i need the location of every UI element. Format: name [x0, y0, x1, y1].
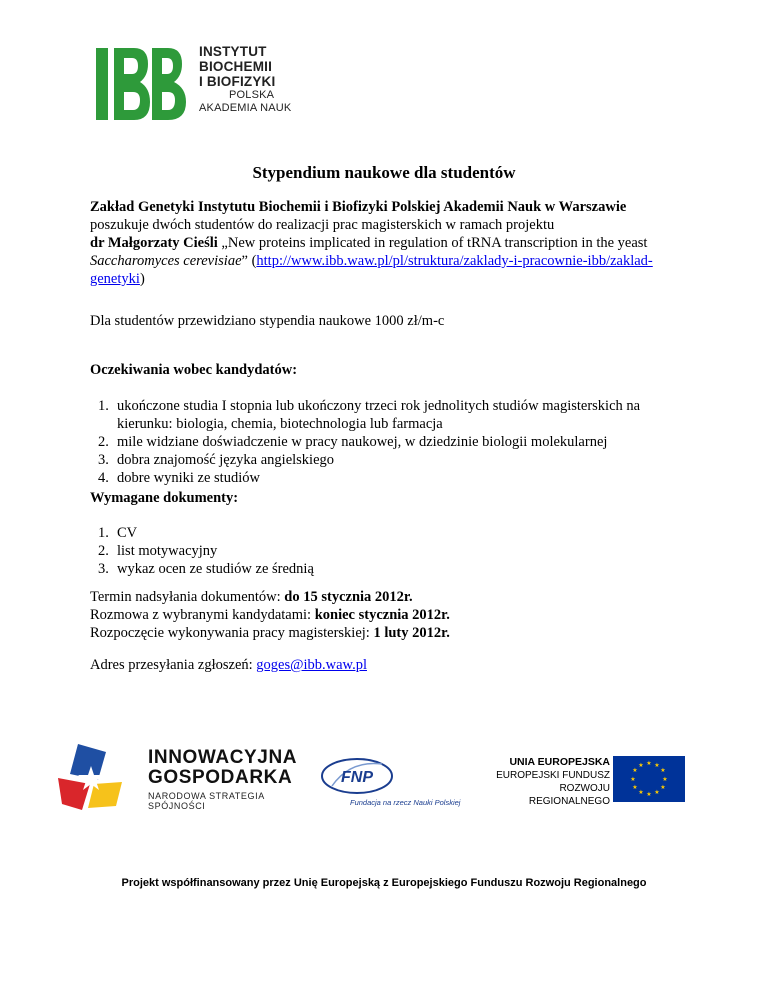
deadline-label: Rozpoczęcie wykonywania pracy magisterskiej: [90, 625, 374, 641]
list-item [90, 542, 690, 560]
supervisor-name: dr Małgorzaty Cieśli [90, 235, 218, 251]
department-link[interactable]: http://www.ibb.waw.pl/pl/struktura/zaklady-i-pracownie-ibb/zaklad-genetyki [90, 253, 653, 287]
ue-line3: ROZWOJU REGIONALNEGO [528, 783, 610, 807]
organism-name: Saccharomyces cerevisiae [90, 253, 242, 269]
ibb-logo-line: I BIOFIZYKI [199, 74, 276, 89]
ue-line1: UNIA EUROPEJSKA [509, 756, 610, 768]
ibb-logo-line: POLSKA [229, 89, 275, 101]
department-name: Zakład Genetyki Instytutu Biochemii i Biofizyki Polskiej Akademii Nauk w Warszawie [90, 199, 627, 215]
list-item [90, 560, 690, 578]
expectations-list [90, 397, 690, 487]
deadline-label: Termin nadsyłania dokumentów: [90, 589, 285, 605]
list-number: 2. [98, 543, 109, 559]
ibb-logo-line: BIOCHEMII [199, 59, 273, 74]
contact-label: Adres przesyłania zgłoszeń: [90, 657, 257, 673]
svg-text:★: ★ [646, 760, 652, 767]
list-item [90, 524, 690, 542]
list-number: 1. [98, 525, 109, 541]
list-item [90, 451, 690, 469]
ig-star-icon [58, 744, 124, 810]
list-number: 3. [98, 561, 109, 577]
documents-heading: Wymagane dokumenty: [90, 490, 239, 506]
ibb-logo [96, 44, 316, 122]
svg-text:★: ★ [654, 789, 660, 796]
list-number: 2. [98, 434, 109, 450]
svg-text:★: ★ [638, 762, 644, 769]
ig-logo-text [148, 748, 297, 811]
deadline-value: 1 luty 2012r. [373, 625, 450, 641]
fnp-abbr: FNP [341, 769, 373, 786]
ibb-logo-mark [96, 48, 186, 120]
list-item-text: dobre wyniki ze studiów [117, 470, 260, 486]
ue-text [480, 756, 610, 808]
eu-flag-icon [613, 756, 685, 802]
svg-text:★: ★ [660, 784, 666, 791]
document-title: Stypendium naukowe dla studentów [252, 163, 516, 182]
list-item-text: list motywacyjny [117, 543, 218, 559]
list-number: 1. [98, 398, 109, 414]
sponsor-logos [30, 706, 730, 826]
ue-line2: EUROPEJSKI FUNDUSZ [496, 770, 610, 781]
svg-text:★: ★ [662, 776, 668, 783]
deadlines [90, 588, 690, 642]
ig-line3: NARODOWA STRATEGIA SPÓJNOŚCI [148, 791, 265, 811]
ibb-logo-line: INSTYTUT [199, 44, 267, 59]
list-item-text: ukończone studia I stopnia lub ukończony trzeci rok jednolitych studiów magisterskich na kierunku: biologia, chemia, biotechnologia lub farmacja [117, 398, 641, 432]
list-number: 3. [98, 452, 109, 468]
deadline-value: koniec stycznia 2012r. [314, 607, 450, 623]
project-title-end: ” ( [241, 253, 257, 269]
list-item [90, 469, 690, 487]
ibb-logo-line: AKADEMIA NAUK [199, 102, 292, 114]
svg-text:★: ★ [632, 784, 638, 791]
svg-text:★: ★ [654, 762, 660, 769]
documents-list [90, 524, 690, 578]
deadline-label: Rozmowa z wybranymi kandydatami: [90, 607, 315, 623]
ibb-logo-text [199, 44, 291, 115]
intro-paragraph [90, 198, 690, 288]
list-item-text: dobra znajomość języka angielskiego [117, 452, 335, 468]
svg-text:★: ★ [632, 767, 638, 774]
closing-paren: ) [139, 271, 145, 287]
contact-line [90, 656, 690, 674]
deadline-value: do 15 stycznia 2012r. [284, 589, 413, 605]
svg-text:★: ★ [646, 791, 652, 798]
list-number: 4. [98, 470, 109, 486]
innowacyjna-gospodarka-logo [58, 744, 298, 816]
fnp-logo [320, 756, 480, 814]
project-title: „New proteins implicated in regulation of tRNA transcription in the yeast [217, 235, 648, 251]
stipend-info: Dla studentów przewidziano stypendia naukowe 1000 zł/m-c [90, 313, 445, 329]
svg-text:★: ★ [660, 767, 666, 774]
cofinancing-note: Projekt współfinansowany przez Unię Europejską z Europejskiego Funduszu Rozwoju Regionalnego [121, 877, 647, 889]
list-item-text: wykaz ocen ze studiów ze średnią [117, 561, 314, 577]
svg-text:★: ★ [630, 776, 636, 783]
expectations-heading: Oczekiwania wobec kandydatów: [90, 362, 298, 378]
svg-text:★: ★ [638, 789, 644, 796]
intro-text: poszukuje dwóch studentów do realizacji prac magisterskich w ramach projektu [90, 217, 555, 233]
list-item-text: CV [117, 525, 138, 541]
list-item [90, 433, 690, 451]
fnp-subtitle: Fundacja na rzecz Nauki Polskiej [350, 798, 461, 807]
email-link[interactable]: goges@ibb.waw.pl [256, 657, 367, 673]
list-item [90, 397, 690, 433]
fnp-ellipse-icon [320, 756, 394, 796]
ig-line2: GOSPODARKA [148, 767, 293, 788]
list-item-text: mile widziane doświadczenie w pracy naukowej, w dziedzinie biologii molekularnej [117, 434, 608, 450]
ig-line1: INNOWACYJNA [148, 747, 298, 768]
